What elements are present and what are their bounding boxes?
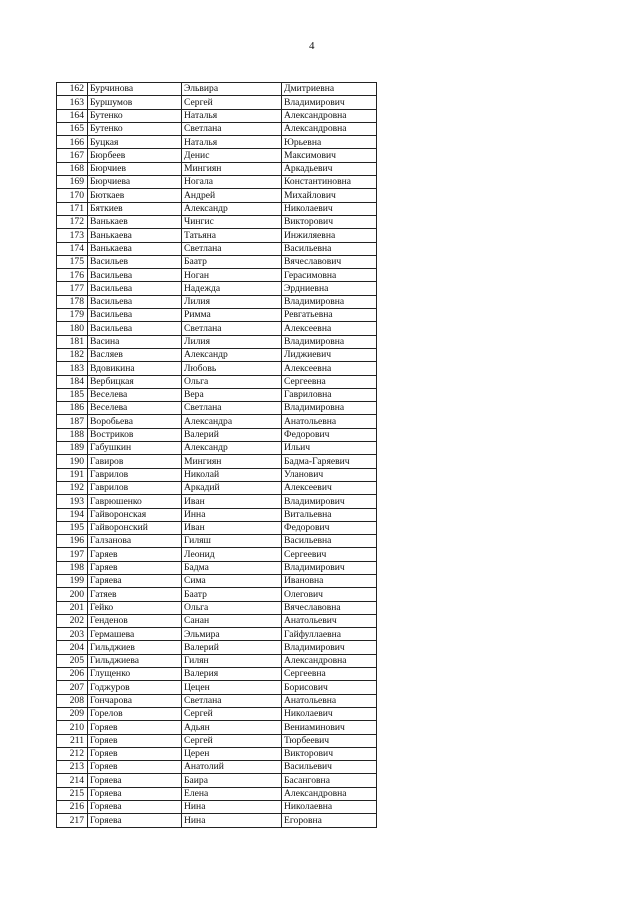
patronymic-cell: Бадма-Гаряевич	[282, 455, 377, 468]
first-name-cell: Светлана	[182, 402, 282, 415]
first-name-cell: Любовь	[182, 362, 282, 375]
roster-table-body	[57, 83, 377, 828]
patronymic-cell: Тюрбеевич	[282, 734, 377, 747]
patronymic-cell: Вячеславович	[282, 255, 377, 268]
surname-cell: Габушкин	[88, 442, 182, 455]
table-row	[57, 122, 377, 135]
patronymic-cell: Егоровна	[282, 814, 377, 827]
surname-cell: Бурчинова	[88, 83, 182, 96]
first-name-cell: Церен	[182, 747, 282, 760]
table-row	[57, 774, 377, 787]
first-name-cell: Валерия	[182, 668, 282, 681]
first-name-cell: Нина	[182, 814, 282, 827]
surname-cell: Васильева	[88, 269, 182, 282]
table-row	[57, 721, 377, 734]
first-name-cell: Иван	[182, 521, 282, 534]
first-name-cell: Светлана	[182, 122, 282, 135]
row-number-cell: 174	[57, 242, 88, 255]
table-row	[57, 282, 377, 295]
roster-table	[56, 82, 377, 828]
row-number-cell: 171	[57, 202, 88, 215]
row-number-cell: 166	[57, 136, 88, 149]
table-row	[57, 548, 377, 561]
surname-cell: Гавиров	[88, 455, 182, 468]
patronymic-cell: Константиновна	[282, 176, 377, 189]
surname-cell: Горяева	[88, 814, 182, 827]
surname-cell: Горяева	[88, 801, 182, 814]
patronymic-cell: Олегович	[282, 588, 377, 601]
patronymic-cell: Гайфуллаевна	[282, 628, 377, 641]
first-name-cell: Вера	[182, 388, 282, 401]
patronymic-cell: Александровна	[282, 787, 377, 800]
row-number-cell: 190	[57, 455, 88, 468]
patronymic-cell: Александровна	[282, 122, 377, 135]
table-row	[57, 442, 377, 455]
table-row	[57, 162, 377, 175]
surname-cell: Гейко	[88, 601, 182, 614]
patronymic-cell: Анатольевич	[282, 614, 377, 627]
first-name-cell: Светлана	[182, 322, 282, 335]
patronymic-cell: Вячеславовна	[282, 601, 377, 614]
first-name-cell: Александра	[182, 415, 282, 428]
table-row	[57, 109, 377, 122]
table-row	[57, 189, 377, 202]
surname-cell: Гайворонская	[88, 508, 182, 521]
first-name-cell: Лилия	[182, 295, 282, 308]
first-name-cell: Баира	[182, 774, 282, 787]
surname-cell: Гаряев	[88, 561, 182, 574]
patronymic-cell: Владимирович	[282, 96, 377, 109]
first-name-cell: Сергей	[182, 96, 282, 109]
first-name-cell: Надежда	[182, 282, 282, 295]
row-number-cell: 183	[57, 362, 88, 375]
first-name-cell: Адьян	[182, 721, 282, 734]
row-number-cell: 176	[57, 269, 88, 282]
patronymic-cell: Васильевна	[282, 535, 377, 548]
surname-cell: Гермашева	[88, 628, 182, 641]
first-name-cell: Баатр	[182, 588, 282, 601]
surname-cell: Гаврюшенко	[88, 495, 182, 508]
first-name-cell: Нина	[182, 801, 282, 814]
surname-cell: Буцкая	[88, 136, 182, 149]
patronymic-cell: Владимировна	[282, 295, 377, 308]
table-row	[57, 202, 377, 215]
first-name-cell: Гиляш	[182, 535, 282, 548]
surname-cell: Гайворонский	[88, 521, 182, 534]
table-row	[57, 481, 377, 494]
table-row	[57, 801, 377, 814]
surname-cell: Васина	[88, 335, 182, 348]
row-number-cell: 212	[57, 747, 88, 760]
patronymic-cell: Сергеевна	[282, 375, 377, 388]
patronymic-cell: Ивановна	[282, 574, 377, 587]
row-number-cell: 175	[57, 255, 88, 268]
row-number-cell: 193	[57, 495, 88, 508]
first-name-cell: Александр	[182, 202, 282, 215]
row-number-cell: 192	[57, 481, 88, 494]
surname-cell: Бюрчиева	[88, 176, 182, 189]
first-name-cell: Мингиян	[182, 162, 282, 175]
patronymic-cell: Викторович	[282, 747, 377, 760]
surname-cell: Гаврилов	[88, 468, 182, 481]
first-name-cell: Чингис	[182, 215, 282, 228]
patronymic-cell: Владимирович	[282, 561, 377, 574]
patronymic-cell: Витальевна	[282, 508, 377, 521]
surname-cell: Гаряева	[88, 574, 182, 587]
patronymic-cell: Гавриловна	[282, 388, 377, 401]
patronymic-cell: Алексеевич	[282, 481, 377, 494]
surname-cell: Васляев	[88, 348, 182, 361]
first-name-cell: Баатр	[182, 255, 282, 268]
surname-cell: Годжуров	[88, 681, 182, 694]
first-name-cell: Ногала	[182, 176, 282, 189]
patronymic-cell: Инжиляевна	[282, 229, 377, 242]
table-row	[57, 681, 377, 694]
row-number-cell: 189	[57, 442, 88, 455]
patronymic-cell: Александровна	[282, 654, 377, 667]
first-name-cell: Эльвира	[182, 83, 282, 96]
surname-cell: Воробьева	[88, 415, 182, 428]
patronymic-cell: Ильич	[282, 442, 377, 455]
row-number-cell: 210	[57, 721, 88, 734]
surname-cell: Гаряев	[88, 548, 182, 561]
row-number-cell: 172	[57, 215, 88, 228]
row-number-cell: 187	[57, 415, 88, 428]
row-number-cell: 196	[57, 535, 88, 548]
first-name-cell: Эльмира	[182, 628, 282, 641]
row-number-cell: 185	[57, 388, 88, 401]
table-row	[57, 787, 377, 800]
first-name-cell: Елена	[182, 787, 282, 800]
surname-cell: Бутенко	[88, 109, 182, 122]
patronymic-cell: Герасимовна	[282, 269, 377, 282]
row-number-cell: 208	[57, 694, 88, 707]
table-row	[57, 348, 377, 361]
first-name-cell: Гилян	[182, 654, 282, 667]
surname-cell: Ванькаева	[88, 242, 182, 255]
row-number-cell: 194	[57, 508, 88, 521]
table-row	[57, 402, 377, 415]
row-number-cell: 186	[57, 402, 88, 415]
table-row	[57, 309, 377, 322]
surname-cell: Горяев	[88, 721, 182, 734]
table-row	[57, 96, 377, 109]
patronymic-cell: Вениаминович	[282, 721, 377, 734]
table-row	[57, 242, 377, 255]
row-number-cell: 217	[57, 814, 88, 827]
patronymic-cell: Васильевич	[282, 761, 377, 774]
first-name-cell: Инна	[182, 508, 282, 521]
row-number-cell: 216	[57, 801, 88, 814]
row-number-cell: 164	[57, 109, 88, 122]
table-row	[57, 468, 377, 481]
row-number-cell: 191	[57, 468, 88, 481]
surname-cell: Вдовикина	[88, 362, 182, 375]
table-row	[57, 295, 377, 308]
table-row	[57, 734, 377, 747]
first-name-cell: Татьяна	[182, 229, 282, 242]
patronymic-cell: Басанговна	[282, 774, 377, 787]
patronymic-cell: Уланович	[282, 468, 377, 481]
surname-cell: Востриков	[88, 428, 182, 441]
first-name-cell: Денис	[182, 149, 282, 162]
table-row	[57, 149, 377, 162]
surname-cell: Васильев	[88, 255, 182, 268]
surname-cell: Бутенко	[88, 122, 182, 135]
patronymic-cell: Анатольевна	[282, 415, 377, 428]
table-row	[57, 455, 377, 468]
first-name-cell: Наталья	[182, 109, 282, 122]
first-name-cell: Александр	[182, 442, 282, 455]
row-number-cell: 209	[57, 707, 88, 720]
surname-cell: Глущенко	[88, 668, 182, 681]
row-number-cell: 198	[57, 561, 88, 574]
patronymic-cell: Лиджиевич	[282, 348, 377, 361]
surname-cell: Веселева	[88, 388, 182, 401]
table-row	[57, 694, 377, 707]
patronymic-cell: Викторович	[282, 215, 377, 228]
surname-cell: Галзанова	[88, 535, 182, 548]
row-number-cell: 169	[57, 176, 88, 189]
row-number-cell: 181	[57, 335, 88, 348]
table-row	[57, 628, 377, 641]
row-number-cell: 197	[57, 548, 88, 561]
row-number-cell: 206	[57, 668, 88, 681]
row-number-cell: 188	[57, 428, 88, 441]
table-row	[57, 761, 377, 774]
table-row	[57, 83, 377, 96]
surname-cell: Васильева	[88, 322, 182, 335]
table-row	[57, 255, 377, 268]
row-number-cell: 168	[57, 162, 88, 175]
surname-cell: Горяева	[88, 774, 182, 787]
first-name-cell: Леонид	[182, 548, 282, 561]
table-row	[57, 269, 377, 282]
row-number-cell: 195	[57, 521, 88, 534]
first-name-cell: Андрей	[182, 189, 282, 202]
surname-cell: Веселева	[88, 402, 182, 415]
surname-cell: Горяев	[88, 734, 182, 747]
row-number-cell: 214	[57, 774, 88, 787]
surname-cell: Горяева	[88, 787, 182, 800]
first-name-cell: Ольга	[182, 375, 282, 388]
row-number-cell: 203	[57, 628, 88, 641]
patronymic-cell: Сергеевна	[282, 668, 377, 681]
row-number-cell: 204	[57, 641, 88, 654]
table-row	[57, 508, 377, 521]
first-name-cell: Светлана	[182, 694, 282, 707]
row-number-cell: 200	[57, 588, 88, 601]
first-name-cell: Николай	[182, 468, 282, 481]
table-row	[57, 668, 377, 681]
patronymic-cell: Михайлович	[282, 189, 377, 202]
row-number-cell: 207	[57, 681, 88, 694]
row-number-cell: 184	[57, 375, 88, 388]
table-row	[57, 561, 377, 574]
table-row	[57, 574, 377, 587]
page-number: 4	[309, 40, 315, 52]
surname-cell: Гатяев	[88, 588, 182, 601]
table-row	[57, 535, 377, 548]
surname-cell: Генденов	[88, 614, 182, 627]
first-name-cell: Валерий	[182, 641, 282, 654]
row-number-cell: 173	[57, 229, 88, 242]
patronymic-cell: Владимировна	[282, 335, 377, 348]
row-number-cell: 165	[57, 122, 88, 135]
first-name-cell: Анатолий	[182, 761, 282, 774]
patronymic-cell: Васильевна	[282, 242, 377, 255]
patronymic-cell: Максимович	[282, 149, 377, 162]
table-row	[57, 375, 377, 388]
first-name-cell: Ноган	[182, 269, 282, 282]
table-row	[57, 814, 377, 827]
surname-cell: Васильева	[88, 309, 182, 322]
table-row	[57, 362, 377, 375]
surname-cell: Буршумов	[88, 96, 182, 109]
row-number-cell: 162	[57, 83, 88, 96]
patronymic-cell: Ревгатьевна	[282, 309, 377, 322]
first-name-cell: Аркадий	[182, 481, 282, 494]
table-row	[57, 654, 377, 667]
patronymic-cell: Федорович	[282, 521, 377, 534]
surname-cell: Васильева	[88, 282, 182, 295]
table-row	[57, 521, 377, 534]
table-row	[57, 335, 377, 348]
patronymic-cell: Александровна	[282, 109, 377, 122]
patronymic-cell: Анатольевна	[282, 694, 377, 707]
table-row	[57, 322, 377, 335]
row-number-cell: 201	[57, 601, 88, 614]
table-row	[57, 601, 377, 614]
table-row	[57, 215, 377, 228]
row-number-cell: 167	[57, 149, 88, 162]
first-name-cell: Бадма	[182, 561, 282, 574]
first-name-cell: Мингиян	[182, 455, 282, 468]
surname-cell: Бюрбеев	[88, 149, 182, 162]
row-number-cell: 179	[57, 309, 88, 322]
table-row	[57, 747, 377, 760]
surname-cell: Горяев	[88, 747, 182, 760]
first-name-cell: Сима	[182, 574, 282, 587]
table-row	[57, 641, 377, 654]
first-name-cell: Цецен	[182, 681, 282, 694]
surname-cell: Гончарова	[88, 694, 182, 707]
table-row	[57, 707, 377, 720]
row-number-cell: 211	[57, 734, 88, 747]
row-number-cell: 170	[57, 189, 88, 202]
table-row	[57, 415, 377, 428]
table-row	[57, 388, 377, 401]
surname-cell: Гильджиев	[88, 641, 182, 654]
surname-cell: Горелов	[88, 707, 182, 720]
first-name-cell: Иван	[182, 495, 282, 508]
surname-cell: Ванькаева	[88, 229, 182, 242]
first-name-cell: Санан	[182, 614, 282, 627]
first-name-cell: Сергей	[182, 707, 282, 720]
surname-cell: Бюрчиев	[88, 162, 182, 175]
first-name-cell: Ольга	[182, 601, 282, 614]
surname-cell: Гильджиева	[88, 654, 182, 667]
row-number-cell: 199	[57, 574, 88, 587]
table-row	[57, 428, 377, 441]
first-name-cell: Сергей	[182, 734, 282, 747]
patronymic-cell: Владимирович	[282, 495, 377, 508]
first-name-cell: Александр	[182, 348, 282, 361]
first-name-cell: Валерий	[182, 428, 282, 441]
surname-cell: Вербицкая	[88, 375, 182, 388]
row-number-cell: 163	[57, 96, 88, 109]
patronymic-cell: Эрдниевна	[282, 282, 377, 295]
patronymic-cell: Владимировна	[282, 402, 377, 415]
table-row	[57, 136, 377, 149]
patronymic-cell: Николаевич	[282, 707, 377, 720]
patronymic-cell: Борисович	[282, 681, 377, 694]
patronymic-cell: Федорович	[282, 428, 377, 441]
surname-cell: Ванькаев	[88, 215, 182, 228]
surname-cell: Бяткиев	[88, 202, 182, 215]
row-number-cell: 180	[57, 322, 88, 335]
surname-cell: Горяев	[88, 761, 182, 774]
row-number-cell: 205	[57, 654, 88, 667]
table-row	[57, 229, 377, 242]
table-row	[57, 495, 377, 508]
table-row	[57, 176, 377, 189]
patronymic-cell: Николаевич	[282, 202, 377, 215]
patronymic-cell: Николаевна	[282, 801, 377, 814]
table-row	[57, 614, 377, 627]
table-row	[57, 588, 377, 601]
patronymic-cell: Дмитриевна	[282, 83, 377, 96]
surname-cell: Бюткаев	[88, 189, 182, 202]
row-number-cell: 182	[57, 348, 88, 361]
patronymic-cell: Алексеевна	[282, 362, 377, 375]
row-number-cell: 177	[57, 282, 88, 295]
row-number-cell: 178	[57, 295, 88, 308]
first-name-cell: Римма	[182, 309, 282, 322]
patronymic-cell: Аркадьевич	[282, 162, 377, 175]
patronymic-cell: Сергеевич	[282, 548, 377, 561]
patronymic-cell: Владимирович	[282, 641, 377, 654]
surname-cell: Гаврилов	[88, 481, 182, 494]
first-name-cell: Светлана	[182, 242, 282, 255]
patronymic-cell: Юрьевна	[282, 136, 377, 149]
row-number-cell: 213	[57, 761, 88, 774]
first-name-cell: Лилия	[182, 335, 282, 348]
patronymic-cell: Алексеевна	[282, 322, 377, 335]
row-number-cell: 215	[57, 787, 88, 800]
surname-cell: Васильева	[88, 295, 182, 308]
row-number-cell: 202	[57, 614, 88, 627]
first-name-cell: Наталья	[182, 136, 282, 149]
